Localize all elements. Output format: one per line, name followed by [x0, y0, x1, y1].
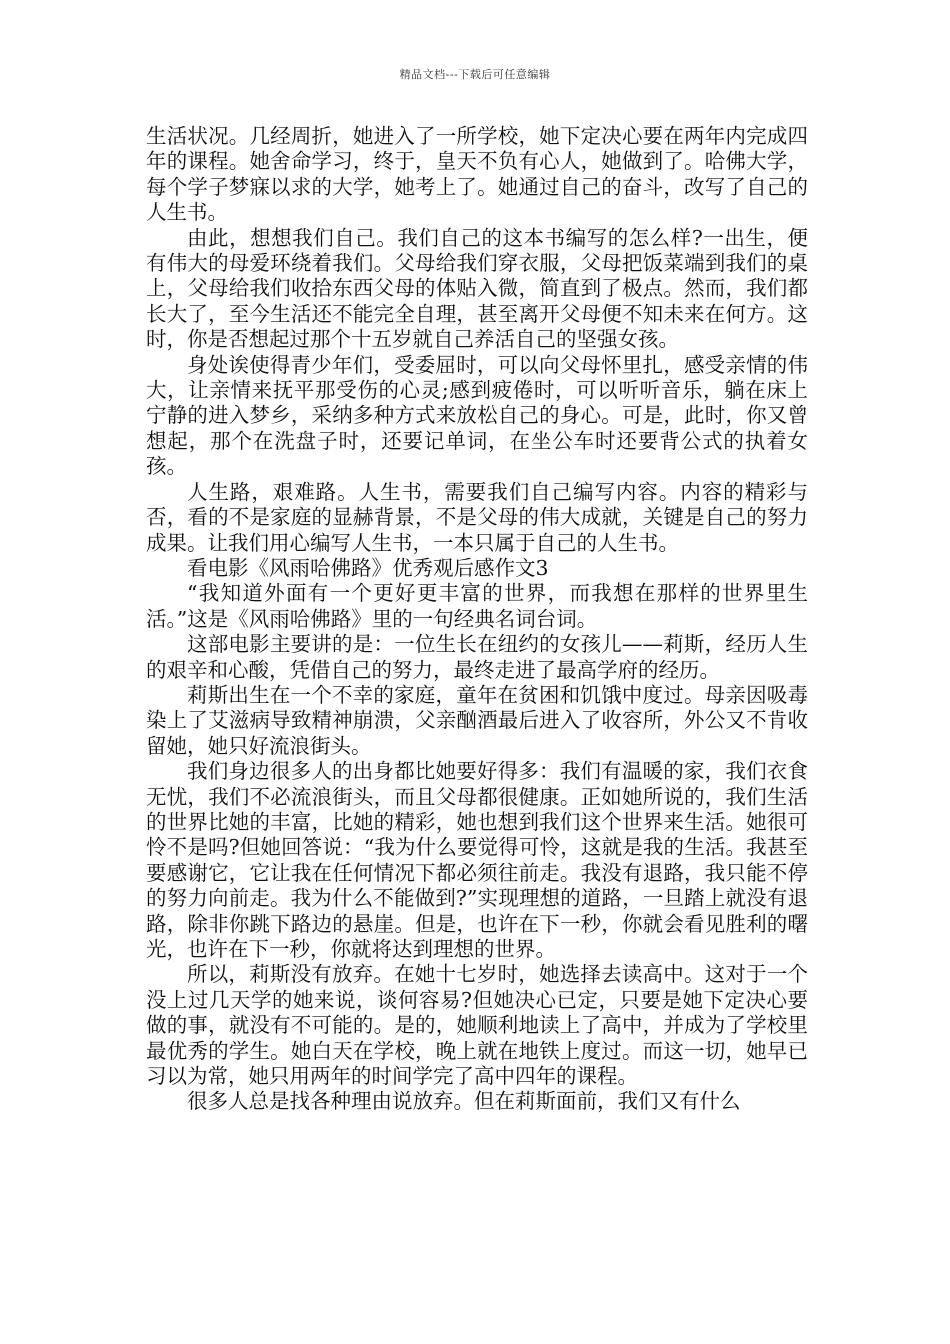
document-body: [146, 124, 808, 1115]
paragraph: 生活状况。几经周折，她进入了一所学校，她下定决心要在两年内完成四年的课程。她舍命学习，终于，皇天不负有心人，她做到了。哈佛大学，每个学子梦寐以求的大学，她考上了。她通过自己的奋斗，改写了自己的人生书。: [146, 124, 808, 225]
paragraph: 莉斯出生在一个不幸的家庭，童年在贫困和饥饿中度过。母亲因吸毒染上了艾滋病导致精神崩溃，父亲酗酒最后进入了收容所，外公又不肯收留她，她只好流浪街头。: [146, 682, 808, 758]
page-header: 精品文档---下载后可任意编辑: [399, 68, 551, 81]
paragraph: 由此，想想我们自己。我们自己的这本书编写的怎么样?一出生，便有伟大的母爱环绕着我们。父母给我们穿衣服，父母把饭菜端到我们的桌上，父母给我们收拾东西父母的体贴入微，简直到了极点。然而，我们都长大了，至今生活还不能完全自理，甚至离开父母便不知未来在何方。这时，你是否想起过那个十五岁就自己养活自己的坚强女孩。: [146, 225, 808, 352]
paragraph: 我们身边很多人的出身都比她要好得多：我们有温暖的家，我们衣食无忧，我们不必流浪街头，而且父母都很健康。正如她所说的，我们生活的世界比她的丰富，比她的精彩，她也想到我们这个世界来生活。她很可怜不是吗?但她回答说：“我为什么要觉得可怜，这就是我的生活。我甚至要感谢它，它让我在任何情况下都必须往前走。我没有退路，我只能不停的努力向前走。我为什么不能做到?”实现理想的道路，一旦踏上就没有退路，除非你跳下路边的悬崖。但是，也许在下一秒，你就会看见胜利的曙光，也许在下一秒，你就将达到理想的世界。: [146, 759, 808, 961]
paragraph: 所以，莉斯没有放弃。在她十七岁时，她选择去读高中。这对于一个没上过几天学的她来说，谈何容易?但她决心已定，只要是她下定决心要做的事，就没有不可能的。是的，她顺利地读上了高中，并成为了学校里最优秀的学生。她白天在学校，晚上就在地铁上度过。而这一切，她早已习以为常，她只用两年的时间学完了高中四年的课程。: [146, 962, 808, 1089]
section-heading: 看电影《风雨哈佛路》优秀观后感作文3: [187, 555, 549, 580]
paragraph: 这部电影主要讲的是：一位生长在纽约的女孩儿——莉斯，经历人生的艰辛和心酸，凭借自己的努力，最终走进了最高学府的经历。: [146, 632, 808, 682]
paragraph: 很多人总是找各种理由说放弃。但在莉斯面前，我们又有什么: [187, 1089, 741, 1114]
paragraph: “我知道外面有一个更好更丰富的世界，而我想在那样的世界里生活。”这是《风雨哈佛路》里的一句经典名词台词。: [146, 581, 808, 631]
paragraph: 人生路，艰难路。人生书，需要我们自己编写内容。内容的精彩与否，看的不是家庭的显赫背景，不是父母的伟大成就，关键是自己的努力成果。让我们用心编写人生书，一本只属于自己的人生书。: [146, 479, 808, 555]
paragraph: 身处诶使得青少年们，受委屈时，可以向父母怀里扎，感受亲情的伟大，让亲情来抚平那受伤的心灵;感到疲倦时，可以听听音乐，躺在床上宁静的进入梦乡，采纳多种方式来放松自己的身心。可是，此时，你又曾想起，那个在洗盘子时，还要记单词，在坐公车时还要背公式的执着女孩。: [146, 352, 808, 479]
